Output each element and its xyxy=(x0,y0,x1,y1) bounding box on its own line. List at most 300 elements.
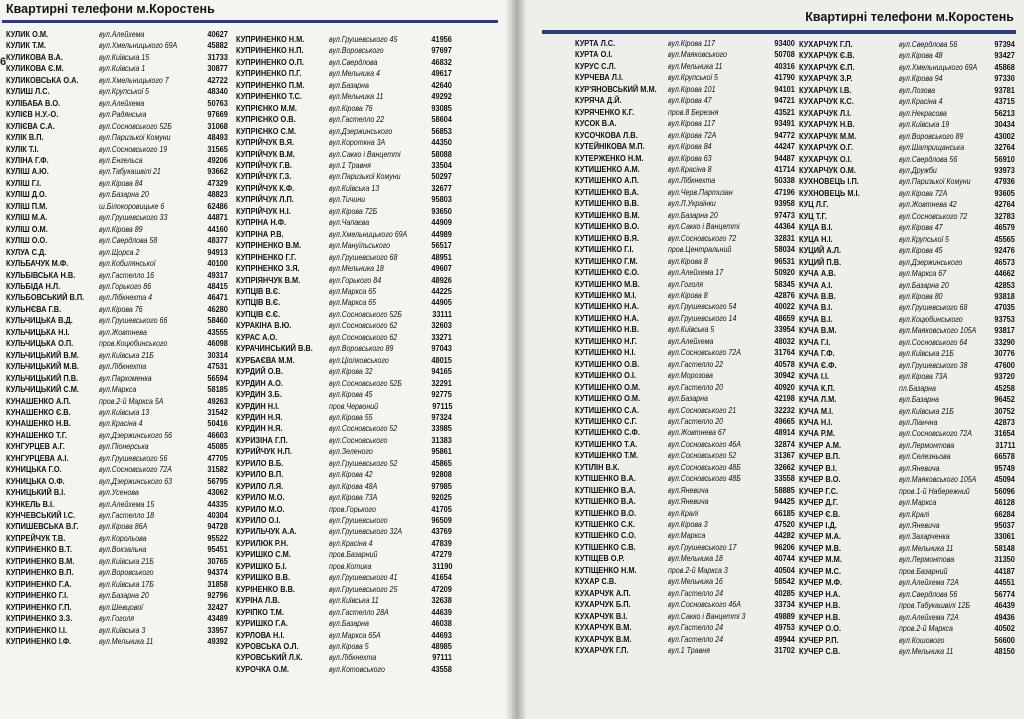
directory-entry xyxy=(6,224,232,235)
phone-number: 58542 xyxy=(774,576,795,587)
phone-number: 32291 xyxy=(431,377,452,388)
street-address: вул.Яневича xyxy=(668,485,709,495)
phone-number: 46579 xyxy=(994,222,1015,233)
directory-entry xyxy=(6,155,232,166)
street-address: вул.Коцюбинського xyxy=(899,314,963,324)
directory-entry xyxy=(6,201,232,212)
street-address: вул.Дружби xyxy=(899,165,937,175)
directory-entry xyxy=(799,337,1017,348)
street-address: пров.Червоний xyxy=(329,401,379,411)
phone-number: 30877 xyxy=(207,63,228,74)
phone-number: 56910 xyxy=(994,153,1015,164)
phone-number: 47035 xyxy=(994,302,1015,313)
directory-entry xyxy=(6,247,232,258)
subscriber-name: КУЛІШ Г.І. xyxy=(6,177,42,188)
subscriber-name: КУЛЬБАЧУК М.Ф. xyxy=(6,258,69,269)
subscriber-name: КУЛІЄВ Н.У.-О. xyxy=(6,109,59,120)
subscriber-name: КУЛІШ А.Ю. xyxy=(6,166,49,177)
subscriber-name: КУЛЬЧИЦЬКА Н.І. xyxy=(6,326,70,337)
phone-number: 40100 xyxy=(207,258,228,269)
street-address: вул.Сакко і Ванцетті xyxy=(329,149,401,159)
subscriber-name: КУПРІНА Р.В. xyxy=(236,228,284,239)
subscriber-name: КУХАРЧУК Л.І. xyxy=(799,107,852,118)
phone-number: 48985 xyxy=(431,641,452,652)
street-address: вул.Кірова 45 xyxy=(899,246,943,256)
subscriber-name: КУЛУА С.Д. xyxy=(6,246,47,257)
directory-entry xyxy=(575,130,795,141)
street-address: вул.Сосновського 62 xyxy=(329,321,398,331)
street-address: вул.Київська 15 xyxy=(99,52,150,62)
street-address: пров.2-й Маркса 3 xyxy=(668,565,728,575)
street-address: вул.Кірова 72А xyxy=(668,130,717,140)
subscriber-name: КУПРИНЕНКО В.М. xyxy=(6,555,75,566)
street-address: вул.Вокзальна xyxy=(99,545,147,555)
street-address: вул.Київська 13 xyxy=(99,407,150,417)
directory-entry xyxy=(6,235,232,246)
directory-entry xyxy=(575,611,795,622)
street-address: вул.Кірова 89 xyxy=(99,224,143,234)
subscriber-name: КУЧЕР М.М. xyxy=(799,554,842,565)
street-address: вул.Київська 21Б xyxy=(899,406,954,416)
street-address: вул.Кірова 72Б xyxy=(329,206,378,216)
phone-number: 92775 xyxy=(431,389,452,400)
subscriber-name: КУСОК В.А. xyxy=(575,118,617,129)
subscriber-name: КУПРИНЕНКО П.Г. xyxy=(236,68,302,79)
subscriber-name: КУХАРЧУК І.В. xyxy=(799,84,852,95)
subscriber-name: КУТИШЕНКО Н.І. xyxy=(575,347,636,358)
street-address: вул.Базарна 20 xyxy=(668,210,718,220)
street-address: вул.Кралі xyxy=(899,509,930,519)
directory-entry xyxy=(575,405,795,416)
phone-number: 94101 xyxy=(774,83,795,94)
street-address: вул.Лермонтова xyxy=(899,555,955,565)
directory-entry xyxy=(6,361,232,372)
subscriber-name: КУТЕРЖЕНКО Н.М. xyxy=(575,152,644,163)
directory-entry xyxy=(6,178,232,189)
directory-entry xyxy=(799,440,1017,451)
phone-number: 56600 xyxy=(994,634,1015,645)
subscriber-name: КУЛІШ М.А. xyxy=(6,212,48,223)
subscriber-name: КУЧА В.І. xyxy=(799,302,833,313)
directory-entry xyxy=(236,297,453,308)
directory-entry xyxy=(236,275,453,286)
directory-entry xyxy=(799,291,1017,302)
subscriber-name: КУПРІНА Н.Ф. xyxy=(236,217,287,228)
subscriber-name: КУПРИНЕНКО П.М. xyxy=(236,79,305,90)
directory-entry xyxy=(6,373,232,384)
phone-number: 97043 xyxy=(431,343,452,354)
subscriber-name: КУПРИНЕНКО Г.А. xyxy=(6,578,72,589)
directory-entry xyxy=(6,109,232,120)
subscriber-name: КУНИЦЬКА Г.О. xyxy=(6,464,62,475)
phone-number: 92476 xyxy=(994,245,1015,256)
street-address: пров.Горького xyxy=(329,504,376,514)
subscriber-name: КУЛІК В.П. xyxy=(6,132,44,143)
phone-number: 32603 xyxy=(431,320,452,331)
phone-number: 50708 xyxy=(774,49,795,60)
street-address: вул.Грушевського 38 xyxy=(899,360,968,370)
street-address: вул.Кірова 42 xyxy=(329,470,373,480)
directory-entry xyxy=(799,428,1017,439)
phone-number: 33957 xyxy=(207,624,228,635)
street-address: вул.Піонерська xyxy=(99,442,149,452)
subscriber-name: КУТІШЕНКО В.А. xyxy=(575,484,636,495)
directory-entry xyxy=(6,453,232,464)
subscriber-name: КУРІНА Л.В. xyxy=(236,595,280,606)
subscriber-name: КУТІШЕНКО С.О. xyxy=(575,530,637,541)
phone-number: 43521 xyxy=(774,106,795,117)
phone-number: 92808 xyxy=(431,469,452,480)
street-address: вул.Гастелло 24 xyxy=(668,588,724,598)
subscriber-name: КУХАРЧУК О.Г. xyxy=(799,142,853,153)
phone-number: 46038 xyxy=(431,618,452,629)
subscriber-name: КУТИШЕНКО Т.М. xyxy=(575,450,639,461)
street-address: вул.Базарна xyxy=(668,394,708,404)
street-address: вул.Кірова 45 xyxy=(329,390,373,400)
directory-entry xyxy=(236,217,453,228)
phone-number: 47936 xyxy=(994,176,1015,187)
directory-entry xyxy=(236,137,453,148)
directory-entry xyxy=(236,401,453,412)
subscriber-name: КУР'ЯНОВСЬКИЙ М.М. xyxy=(575,83,657,94)
street-address: вул.Алейхема 15 xyxy=(99,499,155,509)
directory-entry xyxy=(6,270,232,281)
directory-entry xyxy=(6,602,232,613)
phone-number: 97473 xyxy=(774,209,795,220)
directory-entry xyxy=(6,464,232,475)
subscriber-name: КУРОЧКА О.М. xyxy=(236,663,289,674)
street-address: вул.Красіна 4 xyxy=(899,97,943,107)
phone-number: 94721 xyxy=(774,95,795,106)
phone-number: 31702 xyxy=(774,645,795,656)
street-address: вул.Лозова xyxy=(899,85,936,95)
phone-number: 93817 xyxy=(994,325,1015,336)
subscriber-name: КУЛІЄВА С.А. xyxy=(6,120,55,131)
subscriber-name: КУРИЙЧУК Н.П. xyxy=(236,446,292,457)
subscriber-name: КУПРІЄНКО М.М. xyxy=(236,102,297,113)
street-address: вул.Київська 11 xyxy=(329,596,379,606)
directory-entry xyxy=(6,327,232,338)
subscriber-name: КУЧЕР Н.А. xyxy=(799,588,841,599)
subscriber-name: КУХАР С.В. xyxy=(575,576,617,587)
street-address: вул.Маркса 65 xyxy=(329,298,377,308)
phone-number: 40504 xyxy=(774,564,795,575)
phone-number: 40744 xyxy=(774,553,795,564)
directory-entry xyxy=(575,508,795,519)
directory-entry xyxy=(6,625,232,636)
subscriber-name: КУПРІЙЧУК В.Я. xyxy=(236,137,295,148)
directory-entry xyxy=(575,382,795,393)
phone-number: 97985 xyxy=(431,480,452,491)
subscriber-name: КУЛИК Т.М. xyxy=(6,40,47,51)
phone-number: 32232 xyxy=(774,404,795,415)
subscriber-name: КУРИЛО М.О. xyxy=(236,503,285,514)
directory-entry xyxy=(6,98,232,109)
phone-number: 94728 xyxy=(207,521,228,532)
subscriber-name: КУТИШЕНКО О.В. xyxy=(575,358,640,369)
directory-entry xyxy=(236,366,453,377)
subscriber-name: КУЛЬЧИЦЬКИЙ П.В. xyxy=(6,372,79,383)
subscriber-name: КУЧА Р.М. xyxy=(799,428,835,439)
street-address: вул.Енгельса xyxy=(99,155,143,165)
page-title: Квартирні телефони м.Коростень xyxy=(6,2,215,16)
street-address: вул.Воровського xyxy=(99,568,154,578)
subscriber-name: КУЦ Т.Г. xyxy=(799,210,827,221)
directory-entry xyxy=(236,664,453,675)
street-address: вул.Сосновського 62 xyxy=(329,332,398,342)
phone-number: 42640 xyxy=(431,79,452,90)
phone-number: 40285 xyxy=(774,587,795,598)
subscriber-name: КУЧЕР А.М. xyxy=(799,439,842,450)
street-address: вул.Кошового xyxy=(899,635,945,645)
directory-entry xyxy=(575,496,795,507)
directory-entry xyxy=(799,188,1017,199)
directory-entry xyxy=(6,636,232,647)
subscriber-name: КУЧЕР В.П. xyxy=(799,451,841,462)
street-address: вул.Кірова 80 xyxy=(899,291,943,301)
subscriber-name: КУПРІНЕНКО З.Я. xyxy=(236,263,300,274)
subscriber-name: КУХАРЧУК М.М. xyxy=(799,130,857,141)
subscriber-name: КУЧА К.П. xyxy=(799,382,835,393)
street-address: вул.Красіна 4 xyxy=(329,538,373,548)
phone-number: 97330 xyxy=(994,73,1015,84)
phone-number: 31858 xyxy=(207,578,228,589)
phone-number: 46573 xyxy=(994,256,1015,267)
directory-entry xyxy=(575,175,795,186)
subscriber-name: КУЛЬЧИЦЬКИЙ В.М. xyxy=(6,349,79,360)
subscriber-name: КУЧЕР М.А. xyxy=(799,531,842,542)
street-address: вул.Морозова xyxy=(668,371,713,381)
street-address: вул.Грушевського 45 xyxy=(329,35,398,44)
directory-entry xyxy=(236,309,453,320)
phone-number: 50920 xyxy=(774,267,795,278)
directory-entry xyxy=(799,348,1017,359)
phone-number: 92796 xyxy=(207,590,228,601)
subscriber-name: КУРДИН Н.Я. xyxy=(236,423,283,434)
street-address: вул.Воровського 89 xyxy=(329,344,394,354)
street-address: вул.Грушевського 68 xyxy=(329,252,398,262)
street-address: вул.Маяковського 105А xyxy=(899,326,977,336)
directory-entry xyxy=(799,50,1017,61)
subscriber-name: КУРИЗІНА Г.П. xyxy=(236,434,288,445)
directory-entry xyxy=(236,80,453,91)
street-address: вул.Красіна 4 xyxy=(99,419,143,429)
directory-entry xyxy=(799,497,1017,508)
subscriber-name: КУЧА І.І. xyxy=(799,371,830,382)
street-address: вул.Крупської 5 xyxy=(899,234,949,244)
phone-number: 93427 xyxy=(994,50,1015,61)
street-address: вул.Красіна 8 xyxy=(668,164,712,174)
street-address: вул.Кірова 48 xyxy=(899,51,943,61)
subscriber-name: КУЧЕР Д.Г. xyxy=(799,497,839,508)
street-address: вул.Хмельницького 7 xyxy=(99,75,169,85)
street-address: вул.Захарченка xyxy=(899,532,950,542)
phone-number: 42873 xyxy=(994,416,1015,427)
phone-number: 30765 xyxy=(207,555,228,566)
directory-entry xyxy=(575,72,795,83)
phone-number: 94374 xyxy=(207,567,228,578)
phone-number: 40316 xyxy=(774,60,795,71)
phone-number: 31733 xyxy=(207,51,228,62)
subscriber-name: КУЧА А.В. xyxy=(799,268,836,279)
directory-entry xyxy=(575,107,795,118)
street-address: вул.Гастелло 16 xyxy=(99,270,155,280)
phone-number: 46128 xyxy=(994,497,1015,508)
street-address: вул.Сосновського 46А xyxy=(668,439,741,449)
phone-number: 93662 xyxy=(207,166,228,177)
phone-number: 31068 xyxy=(207,120,228,131)
street-address: вул.Грушевського 41 xyxy=(329,573,398,583)
phone-number: 48823 xyxy=(207,189,228,200)
subscriber-name: КУТІШЕНКО В.А. xyxy=(575,496,636,507)
street-address: вул.Паризької Комуни xyxy=(899,177,971,187)
subscriber-name: КУЧЕР І.Д. xyxy=(799,520,837,531)
directory-entry xyxy=(799,463,1017,474)
street-address: вул.Хмельницького 69А xyxy=(899,62,978,72)
subscriber-name: КУХАРЧУК К.С. xyxy=(799,96,854,107)
phone-number: 33985 xyxy=(431,423,452,434)
title-rule xyxy=(542,30,1016,34)
phone-number: 46832 xyxy=(431,56,452,67)
phone-number: 58185 xyxy=(207,384,228,395)
street-address: вул.Сосновського 52Б xyxy=(329,309,402,319)
phone-number: 56213 xyxy=(994,107,1015,118)
street-address: вул.Дзержинського xyxy=(329,126,393,136)
subscriber-name: КУХАРЧУК Є.В. xyxy=(799,50,855,61)
phone-number: 33954 xyxy=(774,324,795,335)
directory-entry xyxy=(236,320,453,331)
phone-number: 44225 xyxy=(431,285,452,296)
phone-number: 58148 xyxy=(994,542,1015,553)
street-address: вул.Кірова 47 xyxy=(668,96,712,106)
street-address: вул.Яневича xyxy=(899,463,940,473)
directory-entry xyxy=(799,245,1017,256)
subscriber-name: КУНАШЕНКО Т.Г. xyxy=(6,429,68,440)
street-address: вул.Кірова 55 xyxy=(329,412,373,422)
phone-number: 47839 xyxy=(431,537,452,548)
street-address: вул.Маяковського xyxy=(668,50,727,60)
phone-number: 33734 xyxy=(774,599,795,610)
phone-number: 66284 xyxy=(994,508,1015,519)
street-address: вул.Сосновського 48Б xyxy=(668,462,741,472)
street-address: вул.Свердлова 56 xyxy=(899,40,958,49)
street-address: вул.Грушевського 32А xyxy=(329,527,403,537)
subscriber-name: КУРУС С.Л. xyxy=(575,60,616,71)
directory-entry xyxy=(575,187,795,198)
phone-number: 31367 xyxy=(774,450,795,461)
street-address: пров.Базарний xyxy=(329,550,378,560)
phone-number: 96452 xyxy=(994,394,1015,405)
subscriber-name: КУЦА В.І. xyxy=(799,222,833,233)
directory-entry xyxy=(236,183,453,194)
phone-number: 31654 xyxy=(994,428,1015,439)
directory-entry xyxy=(6,52,232,63)
title-rule xyxy=(2,20,498,23)
directory-entry xyxy=(799,612,1017,623)
street-address: вул.Київська 3 xyxy=(99,625,146,635)
phone-number: 32764 xyxy=(994,142,1015,153)
street-address: вул.Маркса 65А xyxy=(329,630,381,640)
phone-number: 44350 xyxy=(431,137,452,148)
subscriber-name: КУЛИК О.М. xyxy=(6,29,49,39)
subscriber-name: КУЧЕР Н.В. xyxy=(799,600,841,611)
subscriber-name: КУРИЛО М.О. xyxy=(236,492,285,503)
phone-number: 66185 xyxy=(774,507,795,518)
street-address: вул.Кірова 8 xyxy=(668,290,708,300)
street-address: вул.Хмельницького 69А xyxy=(329,229,408,239)
directory-entry xyxy=(6,29,232,40)
subscriber-name: КУЛЬБІДА Н.Л. xyxy=(6,280,61,291)
phone-number: 48150 xyxy=(994,646,1015,657)
directory-entry xyxy=(799,635,1017,646)
subscriber-name: КУРДИЙ О.В. xyxy=(236,366,283,377)
street-address: вул.Базарна 20 xyxy=(899,280,949,290)
phone-number: 66578 xyxy=(994,451,1015,462)
directory-entry xyxy=(6,567,232,578)
subscriber-name: КУПРИНЕНКО О.П. xyxy=(236,56,304,67)
phone-number: 45085 xyxy=(207,441,228,452)
street-address: вул.Сосновського 21 xyxy=(668,405,737,415)
directory-entry xyxy=(236,492,453,503)
phone-number: 44187 xyxy=(994,565,1015,576)
subscriber-name: КУЧЕР М.Ф. xyxy=(799,577,842,588)
subscriber-name: КУПРІЯНЧУК В.М. xyxy=(236,274,301,285)
phone-number: 46471 xyxy=(207,292,228,303)
directory-entry xyxy=(799,589,1017,600)
phone-number: 48493 xyxy=(207,132,228,143)
subscriber-name: КУТИШЕНКО Г.І. xyxy=(575,244,634,255)
subscriber-name: КУХАРЧУК О.М. xyxy=(799,164,856,175)
directory-entry xyxy=(6,476,232,487)
street-address: вул.Яневича xyxy=(668,497,709,507)
street-address: вул.Грушевського 68 xyxy=(899,303,968,313)
street-address: вул.Сосновського 52Б xyxy=(99,121,172,131)
directory-entry xyxy=(236,549,453,560)
subscriber-name: КУРІНЕНКО В.В. xyxy=(236,583,295,594)
street-address: вул.Сакко і Ванцетті 3 xyxy=(668,611,746,621)
right-column-2 xyxy=(799,39,1017,657)
street-address: вул.Маркса xyxy=(668,531,706,541)
directory-entry xyxy=(575,221,795,232)
street-address: вул.Київська 21Б xyxy=(899,349,954,359)
directory-entry xyxy=(6,281,232,292)
directory-entry xyxy=(236,412,453,423)
street-address: вул.Кірова 76 xyxy=(329,103,373,113)
phone-number: 48415 xyxy=(207,280,228,291)
phone-number: 93781 xyxy=(994,84,1015,95)
directory-entry xyxy=(799,543,1017,554)
directory-entry xyxy=(6,521,232,532)
subscriber-name: КУТИШЕНКО А.М. xyxy=(575,163,640,174)
street-address: вул.Крупської 5 xyxy=(668,73,718,83)
subscriber-name: КУТИШЕНКО О.М. xyxy=(575,393,641,404)
phone-number: 44639 xyxy=(431,606,452,617)
directory-entry xyxy=(575,153,795,164)
phone-number: 95522 xyxy=(207,532,228,543)
directory-entry xyxy=(575,95,795,106)
street-address: вул.Базарна xyxy=(329,80,369,90)
directory-entry xyxy=(6,75,232,86)
street-address: вул.Сосновського 52 xyxy=(329,424,398,434)
subscriber-name: КУНАШЕНКО Є.В. xyxy=(6,406,71,417)
subscriber-name: КУЦИЙ П.В. xyxy=(799,256,842,267)
subscriber-name: КУТИШЕНКО Є.О. xyxy=(575,267,640,278)
directory-entry xyxy=(575,542,795,553)
phone-number: 95803 xyxy=(431,194,452,205)
directory-entry xyxy=(236,68,453,79)
subscriber-name: КУТІШЕНКО С.К. xyxy=(575,519,635,530)
street-address: вул.Л.Українки xyxy=(668,199,716,209)
